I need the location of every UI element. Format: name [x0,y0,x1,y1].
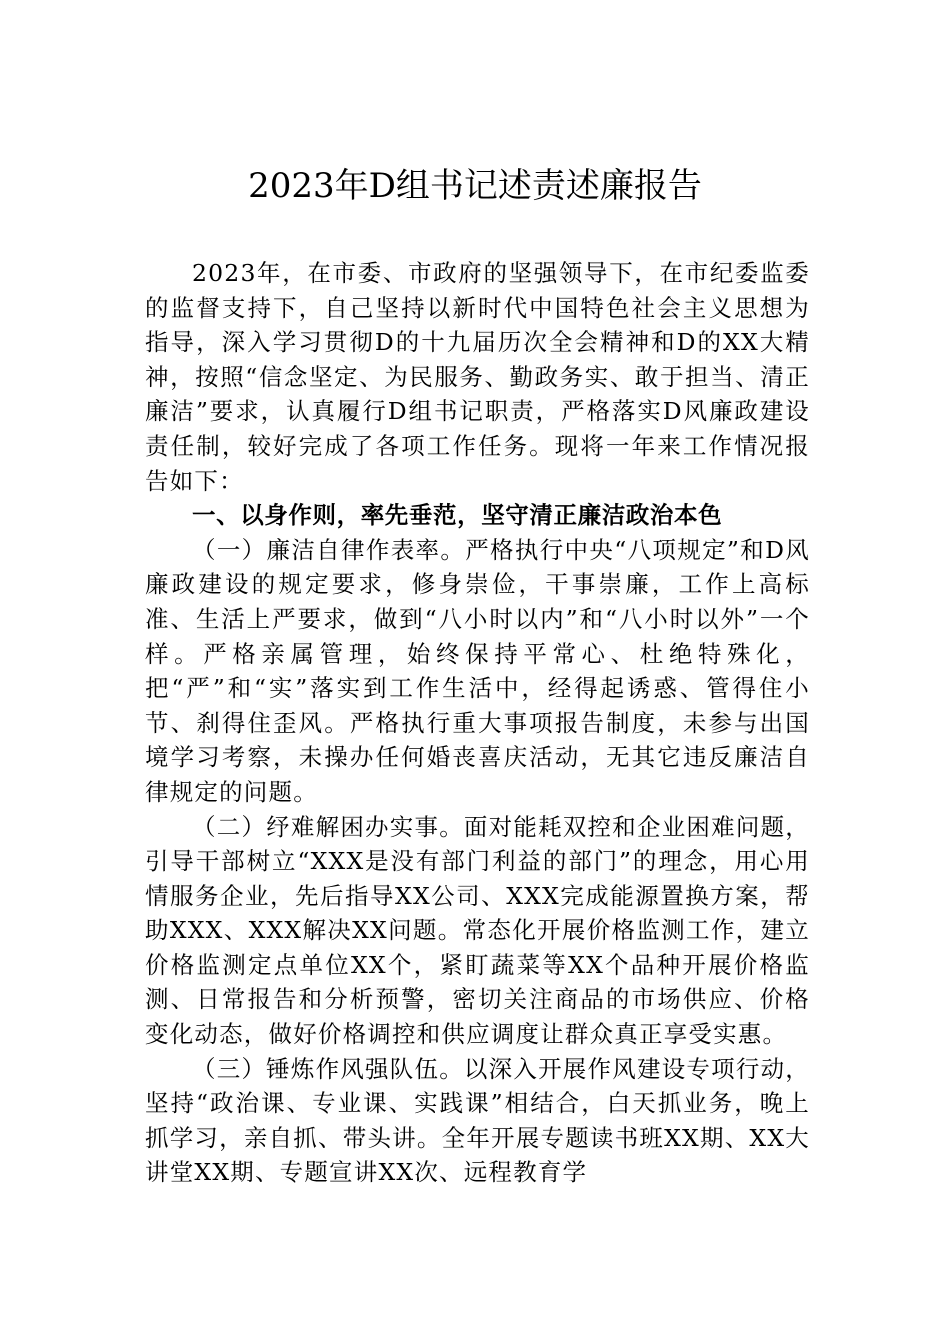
section-heading-1: 一、以身作则，率先垂范，坚守清正廉洁政治本色 [192,501,723,530]
paragraph-1-2: （二）纾难解困办实事。面对能耗双控和企业困难问题，引导干部树立“XXX是没有部门利益的部门”的理念，用心用情服务企业，先后指导XX公司、XXX完成能源置换方案，帮助XXX、XXX解决XX问题。常态化开展价格监测工作，建立价格监测定点单位XX个，紧盯蔬菜等XX个品种开展价格监测、日常报告和分析预警，密切关注商品的市场供应、价格变化动态，做好价格调控和供应调度让群众真正享受实惠。 [145,812,810,1049]
paragraph-1-3: （三）锤炼作风强队伍。以深入开展作风建设专项行动，坚持“政治课、专业课、实践课”相结合，白天抓业务，晚上抓学习，亲自抓、带头讲。全年开展专题读书班XX期、XX大讲堂XX期、专题宣讲XX次、远程教育学 [145,1054,810,1187]
paragraph-intro: 2023年，在市委、市政府的坚强领导下，在市纪委监委的监督支持下，自己坚持以新时代中国特色社会主义思想为指导，深入学习贯彻D的十九届历次全会精神和D的XX大精神，按照“信念坚定、为民服务、勤政务实、敢于担当、清正廉洁”要求，认真履行D组书记职责，严格落实D风廉政建设责任制，较好完成了各项工作任务。现将一年来工作情况报告如下： [145,259,810,495]
document-title: 2023年D组书记述责述廉报告 [248,166,702,206]
paragraph-1-1: （一）廉洁自律作表率。严格执行中央“八项规定”和D风廉政建设的规定要求，修身崇俭，干事崇廉，工作上高标准、生活上严要求，做到“八小时以内”和“八小时以外”一个样。严格亲属管理，始终保持平常心、杜绝特殊化，把“严”和“实”落实到工作生活中，经得起诱惑、管得住小节、刹得住歪风。严格执行重大事项报告制度，未参与出国境学习考察，未操办任何婚丧喜庆活动，无其它违反廉洁自律规定的问题。 [145,535,810,806]
document-body [145,256,810,1190]
